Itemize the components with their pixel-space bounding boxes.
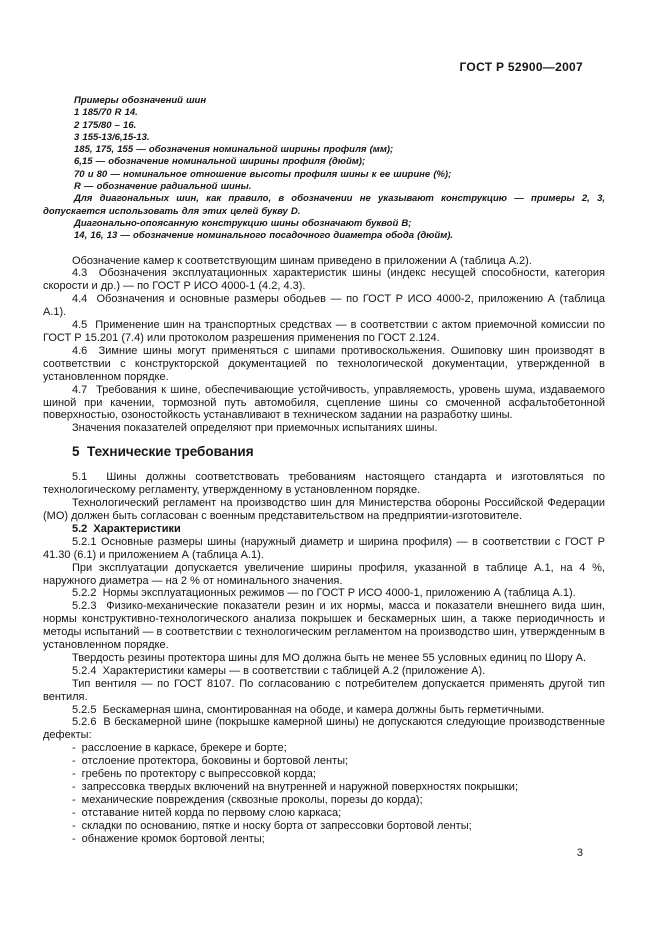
paragraph: Значения показателей определяют при приемочных испытаниях шины. [72,422,438,435]
example-line: 1 185/70 R 14. [74,107,138,119]
paragraph-4-7: 4.7 Требования к шине, обеспечивающие устойчивость, управляемость, уровень шума, издаваемого шиной при качении, тормозной путь автомобиля, сцепление шины со смоченной асфальтобетонной поверхностью, озоностойкость устанавливают в техническом задании на разработку шины. [43,383,605,422]
paragraph: Технологический регламент на производство шин для Министерства обороны Российской Федерации (МО) должен быть согласован с военным представительством на предприятии-изготовителе. [43,497,605,522]
defect-text: запрессовка твердых включений на внутренней и наружной поверхностях покрышки; [81,781,519,793]
paragraph-4-6: 4.6 Зимние шины могут применяться с шипами противоскольжения. Ошиповку шин производят в соответствии с конструкторской документацией по технологической документации, утвержденной в установленном порядке. [43,344,605,383]
paragraph-5-2-1: 5.2.1 Основные размеры шины (наружный диаметр и ширина профиля) — в соответствии с ГОСТ Р 41.30 (6.1) и приложением А (таблица А.1). [43,535,605,561]
defect-text: гребень по протектору с выпрессовкой корда; [81,768,316,781]
defect-text: обнажение кромок бортовой ленты; [81,832,265,845]
example-line: 70 и 80 — номинальное отношение высоты профиля шины к ее ширине (%); [74,168,452,180]
defect-text: отставание нитей корда по первому слою каркаса; [81,806,342,819]
paragraph-5-2-6: 5.2.6 В бескамерной шине (покрышке камерной шины) не допускаются следующие производственные дефекты: [43,716,605,742]
paragraph-5-2-5: 5.2.5 Бескамерная шина, смонтированная на ободе, и камера должны быть герметичными. [72,703,545,716]
defect-text: расслоение в каркасе, брекере и борте; [81,742,287,755]
list-dash: - [72,768,76,781]
list-dash: - [72,755,76,768]
example-line: 185, 175, 155 — обозначения номинальной ширины профиля (мм); [74,144,394,156]
paragraph: При эксплуатации допускается увеличение ширины профиля, указанной в таблице А.1, на 4 %, наружного диаметра — на 2 % от номинального значения. [43,561,605,587]
list-dash: - [72,742,76,755]
paragraph-4-4: 4.4 Обозначения и основные размеры ободьев — по ГОСТ Р ИСО 4000-2, приложению А (таблица А.1). [43,293,605,319]
paragraph-4-3: 4.3 Обозначения эксплуатационных характеристик шины (индекс несущей способности, категория скорости и др.) — по ГОСТ Р ИСО 4000-1 (4.2, 4.3). [43,267,605,293]
example-line: 14, 16, 13 — обозначение номинального посадочного диаметра обода (дюйм). [74,230,454,242]
paragraph-5-1: 5.1 Шины должны соответствовать требованиям настоящего стандарта и изготовляться по технологическому регламенту, утвержденному в установленном порядке. [43,471,605,497]
list-dash: - [72,832,76,845]
page-number: 3 [576,847,583,859]
defect-item [43,755,605,768]
paragraph-4-5: 4.5 Применение шин на транспортных средствах — в соответствии с актом приемочной комиссии по ГОСТ Р 15.201 (7.4) или протоколом разрешения применения по ГОСТ 2.124. [43,319,605,344]
defect-text: складки по основанию, пятке и носку борта от запрессовки бортовой ленты; [81,819,472,832]
example-line: Диагонально-опоясанную конструкцию шины обозначают буквой В; [74,217,412,229]
example-line: 3 155-13/6,15-13. [74,131,150,143]
defect-item [43,807,605,820]
defect-item [43,820,605,833]
example-line: 2 175/80 – 16. [74,119,137,131]
list-dash: - [72,819,76,832]
paragraph: Твердость резины протектора шины для МО должна быть не менее 55 условных единиц по Шору А. [72,651,587,664]
section-4-body [43,255,605,436]
paragraph-5-2-3: 5.2.3 Физико-механические показатели резин и их нормы, масса и показатели внешнего вида шин, нормы конструктивно-технологического анализа покрышек и бескамерных шин, а также периодичность и методы испытаний — в соответствии с технологическим регламентом на производство шин, утвержденным в установленном порядке. [43,600,605,652]
list-dash: - [72,781,76,793]
list-dash: - [72,793,76,806]
paragraph: Обозначение камер к соответствующим шинам приведено в приложении А (таблица А.2). [72,254,532,267]
paragraph-5-2-2: 5.2.2 Нормы эксплуатационных режимов — по ГОСТ Р ИСО 4000-1, приложению А (таблица А.1). [72,587,576,600]
example-line: Для диагональных шин, как правило, в обозначении не указывают конструкцию — примеры 2, 3, допускается использовать для этих целей букву D. [43,193,605,217]
example-line: Примеры обозначений шин [74,95,207,106]
subsection-5-2-title: 5.2 Характеристики [72,522,181,535]
paragraph: Тип вентиля — по ГОСТ 8107. По согласованию с потребителем допускается применять другой тип вентиля. [43,677,605,703]
section-5-title: 5 Технические требования [72,444,254,460]
defect-item [43,768,605,781]
defect-item [43,833,605,846]
text-block [43,61,605,846]
defect-text: отслоение протектора, боковины и бортовой ленты; [81,755,349,768]
section-5-body [43,471,605,845]
defect-item [43,781,605,794]
defects-list [43,742,605,845]
defect-item [43,794,605,807]
defect-item [43,742,605,755]
example-line: R — обозначение радиальной шины. [74,181,252,193]
running-header-doc-code: ГОСТ Р 52900—2007 [459,60,583,74]
paragraph-5-2-4: 5.2.4 Характеристики камеры — в соответствии с таблицей А.2 (приложение А). [72,664,486,677]
defect-text: механические повреждения (сквозные проколы, порезы до корда); [81,793,423,806]
tire-designation-examples [43,95,605,243]
example-line: 6,15 — обозначение номинальной ширины профиля (дюйм); [74,156,366,168]
list-dash: - [72,806,76,819]
